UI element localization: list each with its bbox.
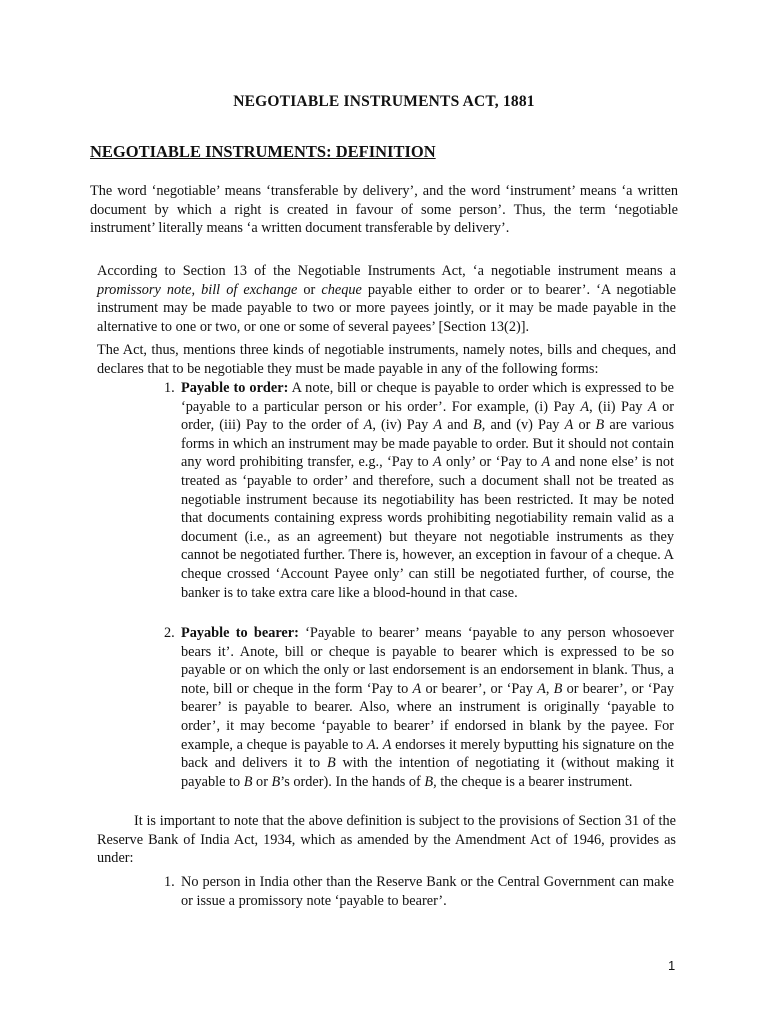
list-item-payable-to-order [181,379,674,602]
list-item-label: Payable to bearer: [181,625,299,641]
text-run: or order, (iii) Pay to the order of [181,398,674,434]
italic-letter: A [432,454,442,471]
italic-letter: A [433,417,443,434]
italic-letter: A [580,398,590,415]
section-heading: NEGOTIABLE INSTRUMENTS: DEFINITION [90,142,436,161]
text-run: endorses it merely byputting his signature on the back and delivers it to [181,736,674,772]
text-run: ‘Payable to bearer’ means ‘payable to any person whosoever bears it’. Anote, bill or cheque is payable to bearer which is expressed to be so payable or on which the only or last endorsement is an endorsement in blank. Thus, a note, bill or cheque in the form ‘Pay to [181,625,674,697]
italic-letter: B [473,417,482,434]
text-run: or bearer’, or ‘Pay [421,680,538,697]
italic-letter: A [564,417,574,434]
italic-letter: A [363,417,373,434]
text-run: or [573,417,596,434]
list-item-text [181,380,674,601]
italic-letter: B [553,680,563,697]
text-run: , (ii) Pay [589,398,648,415]
list-item-label: Payable to order: [181,380,289,396]
text-run: , (iv) Pay [372,417,434,434]
italic-letter: B, [424,773,437,790]
italic-letter: A [647,398,657,415]
text-run: with the intention of negotiating it (without making it payable to [181,755,674,790]
page-number: 1 [668,958,676,973]
document-title: NEGOTIABLE INSTRUMENTS ACT, 1881 [233,93,535,110]
italic-letter: A [366,736,376,753]
list-item-text [181,625,674,790]
text-run: ’s order). In the hands of [280,773,425,790]
list-item-provision: No person in India other than the Reserve Bank or the Central Government can make or issue a promissory note ‘payable to bearer’. [181,874,674,909]
text-run: and none else’ is not treated as ‘payable to order’ and therefore, such a document shall not be treated as negotiable instrument because its negotiability has been restricted. It may be noted that documents containing express words prohibiting negotiability remain valid as a document (i.e., as an agreement) but theyare not negotiable instruments as they cannot be negotiated further. There is, however, an exception in favour of a cheque. A cheque crossed ‘Account Payee only’ can still be negotiated further, of course, the banker is to take extra care like a blood-hound in that case. [181,454,674,601]
text-run: or [252,773,272,790]
text-run: and [442,417,474,434]
text-run: are various forms in which an instrument may be made payable to order. But it should not contain any word prohibiting transfer, e.g., ‘Pay to [181,417,675,471]
list-item-payable-to-bearer [181,624,674,791]
text-run: , [545,680,554,697]
closing-paragraph: It is important to note that the above definition is subject to the provisions of Section 31 of the Reserve Bank of India Act, 1934, which as amended by the Amendment Act of 1946, provides as under: [97,813,676,867]
quote-text: payable either to order or to bearer’. ‘A negotiable instrument may be made payable to two or more payees jointly, or it may be made payable in the alternative to one or two, or one or some of several payees’ [Section 13(2)]. [97,281,677,335]
italic-letter: A [382,736,392,753]
italic-letter: A [537,680,546,697]
text-run: . [375,736,383,753]
text-run: A note, bill or cheque is payable to order which is expressed to be ‘payable to a particular person or his order’. For example, (i) Pay [181,380,675,415]
quote-emphasis: promissory note, bill of exchange [97,281,298,298]
text-run: or bearer’, or ‘Pay bearer’ is payable to bearer. Also, where an instrument is originally ‘payable to order’, it may become ‘payable to bearer’ if endorsed in blank by the payee. For example, a cheque is payable to [181,680,674,753]
list-number: 2. [164,625,175,641]
text-run: the cheque is a bearer instrument. [436,773,633,790]
italic-letter: B [326,755,336,772]
intro-paragraph: The word ‘negotiable’ means ‘transferable by delivery’, and the word ‘instrument’ means ‘a written document by which a right is created in favour of some person’. Thus, the term ‘negotiable instrument’ literally means ‘a written document transferable by delivery’. [90,183,678,237]
quote-text: or [297,281,322,298]
quote-text: According to Section 13 of the Negotiable Instruments Act, ‘a negotiable instrument means a [97,263,676,279]
list-number: 1. [164,380,175,396]
italic-letter: B [271,773,281,790]
quote-emphasis: cheque [321,281,362,298]
italic-letter: A [412,680,422,697]
italic-letter: B [595,417,605,434]
list-number: 1. [164,874,175,890]
text-run: only’ or ‘Pay to [441,454,542,471]
act-forms-paragraph: The Act, thus, mentions three kinds of negotiable instruments, namely notes, bills and cheques, and declares that to be negotiable they must be made payable in any of the following forms: [97,342,676,377]
italic-letter: B [243,773,253,790]
section-13-paragraph [97,262,676,336]
text-run: , and (v) Pay [481,417,565,434]
italic-letter: A [541,454,551,471]
